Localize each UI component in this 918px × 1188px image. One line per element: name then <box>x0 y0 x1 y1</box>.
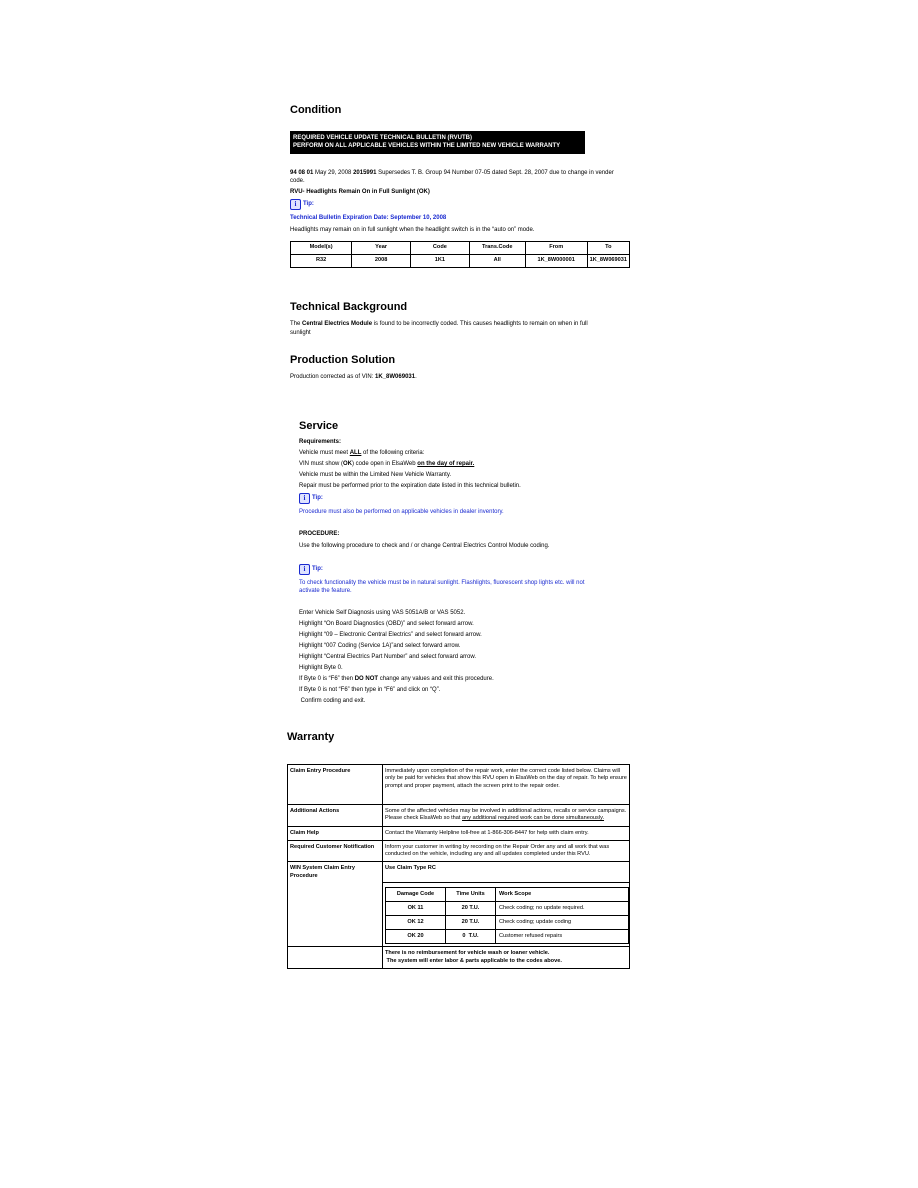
text-span: OK <box>343 461 353 467</box>
technical-background-text-2: sunlight <box>290 330 311 336</box>
text-span: change any values and exit this procedure. <box>378 676 494 682</box>
footer-line-1: There is no reimbursement for vehicle wash or loaner vehicle. <box>385 950 550 957</box>
text-span: Vehicle must meet <box>299 450 350 456</box>
text-span: Some of the affected vehicles may be involved in additional actions, recalls or service campaigns. Please check ElsaWeb so that <box>385 808 627 822</box>
damage-code: OK 20 <box>386 930 446 944</box>
table-cell: 1K_8W069031 <box>587 255 629 268</box>
text-span: on the day of repair. <box>417 461 475 467</box>
col-header: Time Units <box>446 888 496 902</box>
procedure-step: Highlight “On Board Diagnostics (OBD)” and select forward arrow. <box>299 621 474 627</box>
procedure-step: Highlight “09 – Electronic Central Electrics” and select forward arrow. <box>299 632 482 638</box>
text-span: VIN must show ( <box>299 461 344 467</box>
additional-actions-text <box>383 805 630 827</box>
tip-text: Procedure must also be performed on applicable vehicles in dealer inventory. <box>299 509 504 515</box>
table-row <box>288 805 630 827</box>
procedure-step: Highlight “Central Electrics Part Number” and select forward arrow. <box>299 654 477 660</box>
procedure-step <box>299 675 494 683</box>
table-row <box>288 947 630 969</box>
table-row <box>288 765 630 805</box>
col-header: Year <box>352 242 411 255</box>
col-header: Trans.Code <box>469 242 525 255</box>
win-label: WIN System Claim Entry Procedure <box>288 862 383 883</box>
module-name: Central Electrics Module <box>302 321 373 327</box>
claim-help-label: Claim Help <box>288 826 383 840</box>
condition-description: Headlights may remain on in full sunlight when the headlight switch is in the “auto on” mode. <box>290 227 535 233</box>
col-header: Damage Code <box>386 888 446 902</box>
tip-label: Tip: <box>303 201 314 208</box>
banner-line-2: PERFORM ON ALL APPLICABLE VEHICLES WITHIN THE LIMITED NEW VEHICLE WARRANTY <box>293 143 561 150</box>
text-span: ) code open in ElsaWeb <box>352 461 418 467</box>
production-solution-heading: Production Solution <box>290 354 396 366</box>
table-row <box>288 883 630 947</box>
additional-actions-label: Additional Actions <box>288 805 383 827</box>
info-icon: i <box>299 564 310 575</box>
notification-text: Inform your customer in writing by recording on the Repair Order any and all work that was conducted on the vehicle, including any and all updates completed under this RVU. <box>383 840 630 862</box>
table-row <box>386 902 629 916</box>
procedure-step: Highlight “007 Coding (Service 1A)”and select forward arrow. <box>299 643 461 649</box>
time-units: 20 T.U. <box>446 916 496 930</box>
work-scope: Customer refused repairs <box>496 930 629 944</box>
text-span: . <box>415 374 417 380</box>
table-row <box>386 930 629 944</box>
procedure-step: Enter Vehicle Self Diagnosis using VAS 5051A/B or VAS 5052. <box>299 610 466 616</box>
procedure-label: PROCEDURE: <box>299 531 340 537</box>
time-units: 0 T.U. <box>446 930 496 944</box>
banner-line-1: REQUIRED VEHICLE UPDATE TECHNICAL BULLETIN (RVUTB) <box>293 135 473 141</box>
bulletin-info <box>290 169 630 185</box>
table-cell: 2008 <box>352 255 411 268</box>
condition-heading: Condition <box>290 104 342 116</box>
text-span: If Byte 0 is “F6” then <box>299 676 355 682</box>
technical-background-text <box>290 320 588 328</box>
time-units: 20 T.U. <box>446 902 496 916</box>
text-span: ALL <box>349 450 362 456</box>
col-header: To <box>587 242 629 255</box>
bulletin-number: 94 08 01 <box>290 170 314 176</box>
production-solution-text <box>290 373 417 381</box>
warranty-heading: Warranty <box>287 731 335 743</box>
table-row <box>288 826 630 840</box>
technical-background-heading: Technical Background <box>290 301 408 313</box>
col-header: Model(s) <box>291 242 352 255</box>
text-span: Production corrected as of VIN: <box>290 374 376 380</box>
table-row <box>288 840 630 862</box>
tip-label: Tip: <box>312 566 323 573</box>
table-cell: R32 <box>291 255 352 268</box>
service-heading: Service <box>299 420 339 432</box>
empty-cell <box>288 883 383 947</box>
info-icon: i <box>299 493 310 504</box>
info-icon: i <box>290 199 301 210</box>
requirement-4: Repair must be performed prior to the expiration date listed in this technical bulletin. <box>299 483 521 489</box>
bulletin-subject: RVU- Headlights Remain On in Full Sunlight (OK) <box>290 189 430 195</box>
procedure-step: Confirm coding and exit. <box>299 698 366 704</box>
requirement-1 <box>299 449 424 457</box>
table-row <box>291 255 630 268</box>
requirement-2 <box>299 460 474 468</box>
text-span: is found to be incorrectly coded. This causes headlights to remain on when in full <box>372 321 588 327</box>
work-scope: Check coding; no update required. <box>496 902 629 916</box>
tip-3 <box>299 564 323 575</box>
footer-note <box>383 947 630 969</box>
tip-label: Tip: <box>312 495 323 502</box>
vin: 1K_8W069031 <box>375 374 416 380</box>
col-header: From <box>525 242 587 255</box>
expiration-date: Technical Bulletin Expiration Date: September 10, 2008 <box>290 215 447 221</box>
table-cell: 1K1 <box>410 255 469 268</box>
damage-code: OK 12 <box>386 916 446 930</box>
bulletin-id: 2015991 <box>353 170 377 176</box>
empty-cell <box>288 947 383 969</box>
procedure-intro: Use the following procedure to check and / or change Central Electrics Control Module coding. <box>299 543 550 549</box>
bulletin-date: May 29, 2008 <box>315 170 352 176</box>
requirements-label: Requirements: <box>299 439 342 445</box>
vehicle-table-header <box>291 242 630 255</box>
claim-entry-label: Claim Entry Procedure <box>288 765 383 805</box>
damage-codes-table <box>385 887 629 944</box>
requirement-3: Vehicle must be within the Limited New Vehicle Warranty. <box>299 472 452 478</box>
notification-label: Required Customer Notification <box>288 840 383 862</box>
text-span: of the following criteria: <box>361 450 425 456</box>
tip-2 <box>299 493 323 504</box>
procedure-step: If Byte 0 is not “F6” then type in “F6” and click on “Q”. <box>299 687 441 693</box>
damage-code: OK 11 <box>386 902 446 916</box>
tip-text: To check functionality the vehicle must be in natural sunlight. Flashlights, fluorescent shop lights etc. will not <box>299 580 585 586</box>
procedure-step: Highlight Byte 0. <box>299 665 343 671</box>
win-text: Use Claim Type RC <box>383 862 630 883</box>
claim-entry-text: Immediately upon completion of the repair work, enter the correct code listed below. Claims will only be paid for vehicles that show this RVU open in ElsaWeb on the day of repair. To help ensure prompt and proper payment, attach the screen print to the repair order. <box>383 765 630 805</box>
col-header: Work Scope <box>496 888 629 902</box>
tip-text: activate the feature. <box>299 588 352 594</box>
text-span: DO NOT <box>354 676 379 682</box>
table-cell: All <box>469 255 525 268</box>
footer-line-2: The system will enter labor & parts applicable to the codes above. <box>385 957 562 964</box>
codes-header <box>386 888 629 902</box>
codes-cell <box>383 883 630 947</box>
supersedes-text: Supersedes T. B. Group 94 Number 07-05 dated Sept. 28, 2007 due to change in vender code. <box>290 170 614 185</box>
table-cell: 1K_8W000001 <box>525 255 587 268</box>
table-row <box>386 916 629 930</box>
work-scope: Check coding; update coding <box>496 916 629 930</box>
col-header: Code <box>410 242 469 255</box>
text-span: The <box>290 321 303 327</box>
rvutb-banner <box>290 131 585 154</box>
warranty-table <box>287 764 630 969</box>
text-span: any additional required work can be done simultaneously. <box>462 815 605 822</box>
vehicle-table <box>290 241 630 268</box>
tip-1 <box>290 199 314 210</box>
claim-help-text: Contact the Warranty Helpline toll-free at 1-866-306-8447 for help with claim entry. <box>383 826 630 840</box>
table-row <box>288 862 630 883</box>
